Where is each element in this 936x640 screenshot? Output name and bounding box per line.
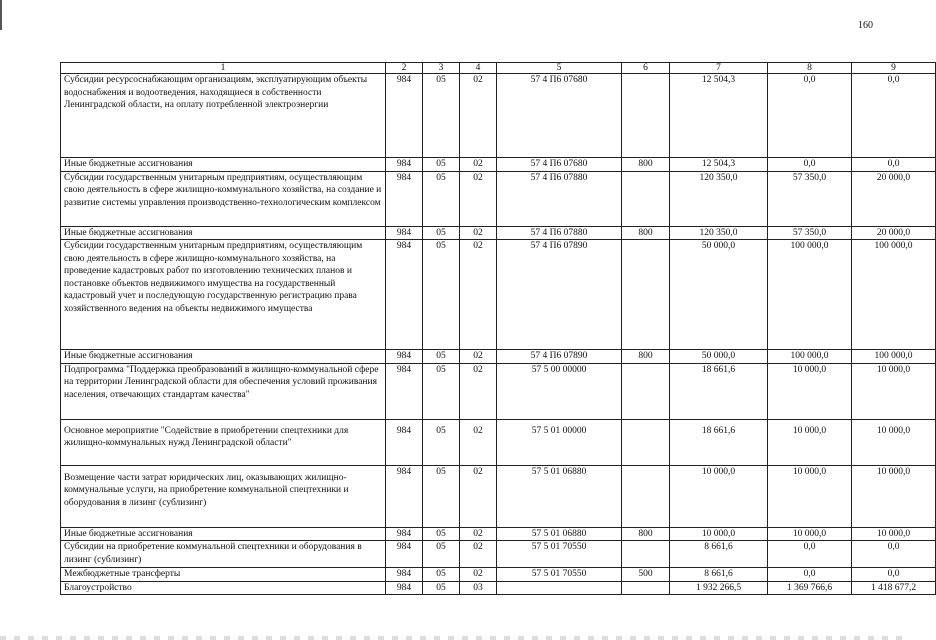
cell-amount-year2: 1 369 766,6	[768, 581, 852, 595]
row-name: Иные бюджетные ассигнования	[61, 158, 386, 172]
cell-amount-year3: 10 000,0	[852, 527, 936, 541]
header-cell: 5	[497, 63, 622, 74]
row-name: Субсидии государственным унитарным предприятиям, осуществляющим свою деятельность в сфере жилищно-коммунального хозяйства, на проведение кадастровых работ по изготовлению технических планов и постановке объектов недвижимого имущества на государственный кадастровый учет и последующую государственную регистрацию права хозяйственного ведения на объекты недвижимого имущества	[61, 240, 386, 350]
cell-ministry: 984	[386, 419, 423, 465]
cell-amount-year3: 1 418 677,2	[852, 581, 936, 595]
cell-amount-year1: 1 932 266,5	[670, 581, 768, 595]
cell-amount-year1: 10 000,0	[670, 465, 768, 527]
table-row	[61, 158, 936, 172]
cell-amount-year2: 100 000,0	[768, 240, 852, 350]
cell-target-code: 57 4 П6 07680	[497, 74, 622, 158]
cell-amount-year3: 0,0	[852, 568, 936, 582]
cell-amount-year2: 0,0	[768, 74, 852, 158]
cell-subsection: 02	[460, 465, 497, 527]
cell-expense-type: 800	[622, 226, 670, 240]
cell-expense-type: 800	[622, 158, 670, 172]
row-name: Иные бюджетные ассигнования	[61, 527, 386, 541]
table-row	[61, 568, 936, 582]
cell-amount-year3: 20 000,0	[852, 171, 936, 226]
cell-target-code: 57 5 00 00000	[497, 363, 622, 419]
cell-ministry: 984	[386, 541, 423, 568]
page-number: 160	[858, 20, 873, 31]
cell-amount-year2: 0,0	[768, 158, 852, 172]
cell-subsection: 02	[460, 158, 497, 172]
cell-section: 05	[423, 171, 460, 226]
table-row	[61, 581, 936, 595]
cell-amount-year1: 50 000,0	[670, 350, 768, 364]
cell-amount-year1: 10 000,0	[670, 527, 768, 541]
cell-subsection: 03	[460, 581, 497, 595]
cell-amount-year1: 12 504,3	[670, 158, 768, 172]
cell-amount-year2: 10 000,0	[768, 363, 852, 419]
scan-edge-mark	[0, 0, 2, 30]
cell-section: 05	[423, 541, 460, 568]
cell-subsection: 02	[460, 568, 497, 582]
cell-amount-year3: 20 000,0	[852, 226, 936, 240]
cell-amount-year3: 10 000,0	[852, 363, 936, 419]
cell-amount-year1: 120 350,0	[670, 171, 768, 226]
cell-expense-type	[622, 240, 670, 350]
table-row	[61, 419, 936, 465]
cell-amount-year3: 0,0	[852, 158, 936, 172]
header-cell: 9	[852, 63, 936, 74]
cell-subsection: 02	[460, 363, 497, 419]
header-cell: 4	[460, 63, 497, 74]
cell-ministry: 984	[386, 465, 423, 527]
cell-target-code: 57 4 П6 07880	[497, 226, 622, 240]
budget-table	[60, 62, 936, 595]
table-row	[61, 171, 936, 226]
cell-amount-year2: 100 000,0	[768, 350, 852, 364]
cell-subsection: 02	[460, 226, 497, 240]
cell-ministry: 984	[386, 74, 423, 158]
cell-amount-year2: 0,0	[768, 541, 852, 568]
table-row	[61, 350, 936, 364]
cell-ministry: 984	[386, 581, 423, 595]
cell-subsection: 02	[460, 350, 497, 364]
cell-amount-year1: 12 504,3	[670, 74, 768, 158]
cell-section: 05	[423, 240, 460, 350]
table-row	[61, 226, 936, 240]
cell-expense-type	[622, 419, 670, 465]
table-row	[61, 527, 936, 541]
table-row	[61, 541, 936, 568]
cell-section: 05	[423, 419, 460, 465]
row-name: Основное мероприятие "Содействие в приобретении спецтехники для жилищно-коммунальных нужд Ленинградской области"	[61, 419, 386, 465]
cell-expense-type: 500	[622, 568, 670, 582]
table-row	[61, 74, 936, 158]
cell-amount-year3: 10 000,0	[852, 419, 936, 465]
cell-amount-year2: 57 350,0	[768, 226, 852, 240]
cell-subsection: 02	[460, 419, 497, 465]
cell-target-code: 57 5 01 06880	[497, 465, 622, 527]
table-row	[61, 240, 936, 350]
cell-target-code: 57 4 П6 07890	[497, 350, 622, 364]
cell-amount-year3: 100 000,0	[852, 240, 936, 350]
cell-section: 05	[423, 568, 460, 582]
cell-target-code: 57 5 01 70550	[497, 541, 622, 568]
cell-expense-type: 800	[622, 527, 670, 541]
cell-expense-type	[622, 465, 670, 527]
cell-amount-year3: 0,0	[852, 74, 936, 158]
cell-amount-year2: 10 000,0	[768, 527, 852, 541]
cell-target-code: 57 5 01 70550	[497, 568, 622, 582]
cell-target-code: 57 4 П6 07890	[497, 240, 622, 350]
cell-target-code: 57 4 П6 07880	[497, 171, 622, 226]
cell-subsection: 02	[460, 171, 497, 226]
cell-expense-type	[622, 581, 670, 595]
cell-target-code: 57 5 01 06880	[497, 527, 622, 541]
header-cell: 2	[386, 63, 423, 74]
cell-amount-year1: 8 661,6	[670, 568, 768, 582]
row-name: Субсидии государственным унитарным предприятиям, осуществляющим свою деятельность в сфере жилищно-коммунального хозяйства, на создание и развитие системы управления производственно-технологическим комплексом	[61, 171, 386, 226]
cell-amount-year2: 10 000,0	[768, 465, 852, 527]
cell-section: 05	[423, 226, 460, 240]
header-cell: 3	[423, 63, 460, 74]
cell-ministry: 984	[386, 350, 423, 364]
cell-amount-year3: 100 000,0	[852, 350, 936, 364]
cell-amount-year3: 0,0	[852, 541, 936, 568]
cell-amount-year1: 18 661,6	[670, 419, 768, 465]
cell-expense-type	[622, 74, 670, 158]
cell-expense-type	[622, 171, 670, 226]
cell-amount-year2: 0,0	[768, 568, 852, 582]
cell-section: 05	[423, 158, 460, 172]
cell-ministry: 984	[386, 568, 423, 582]
cell-section: 05	[423, 581, 460, 595]
cell-expense-type: 800	[622, 350, 670, 364]
cell-amount-year1: 8 661,6	[670, 541, 768, 568]
cell-section: 05	[423, 350, 460, 364]
cell-amount-year1: 50 000,0	[670, 240, 768, 350]
cell-ministry: 984	[386, 171, 423, 226]
cell-amount-year3: 10 000,0	[852, 465, 936, 527]
header-cell: 7	[670, 63, 768, 74]
cell-target-code	[497, 581, 622, 595]
cell-subsection: 02	[460, 240, 497, 350]
row-name: Иные бюджетные ассигнования	[61, 226, 386, 240]
cell-amount-year2: 10 000,0	[768, 419, 852, 465]
cell-subsection: 02	[460, 541, 497, 568]
header-cell: 8	[768, 63, 852, 74]
cell-section: 05	[423, 465, 460, 527]
cell-ministry: 984	[386, 527, 423, 541]
cell-amount-year2: 57 350,0	[768, 171, 852, 226]
table-row	[61, 363, 936, 419]
row-name: Межбюджетные трансферты	[61, 568, 386, 582]
cell-ministry: 984	[386, 363, 423, 419]
cell-target-code: 57 5 01 00000	[497, 419, 622, 465]
scan-noise-strip	[0, 636, 905, 640]
cell-subsection: 02	[460, 74, 497, 158]
cell-section: 05	[423, 527, 460, 541]
row-name: Иные бюджетные ассигнования	[61, 350, 386, 364]
cell-expense-type	[622, 541, 670, 568]
cell-section: 05	[423, 74, 460, 158]
row-name: Субсидии на приобретение коммунальной спецтехники и оборудования в лизинг (сублизинг)	[61, 541, 386, 568]
header-row	[61, 63, 936, 74]
row-name: Благоустройство	[61, 581, 386, 595]
row-name: Субсидии ресурсоснабжающим организациям, эксплуатирующим объекты водоснабжения и водоотведения, находящиеся в собственности Ленинградской области, на оплату потребленной электроэнергии	[61, 74, 386, 158]
table-row	[61, 465, 936, 527]
cell-target-code: 57 4 П6 07680	[497, 158, 622, 172]
cell-amount-year1: 120 350,0	[670, 226, 768, 240]
cell-ministry: 984	[386, 226, 423, 240]
cell-section: 05	[423, 363, 460, 419]
cell-ministry: 984	[386, 158, 423, 172]
row-name: Возмещение части затрат юридических лиц, оказывающих жилищно-коммунальные услуги, на приобретение коммунальной спецтехники и оборудования в лизинг (сублизинг)	[61, 465, 386, 527]
header-cell: 1	[61, 63, 386, 74]
cell-subsection: 02	[460, 527, 497, 541]
cell-amount-year1: 18 661,6	[670, 363, 768, 419]
header-cell: 6	[622, 63, 670, 74]
cell-ministry: 984	[386, 240, 423, 350]
cell-expense-type	[622, 363, 670, 419]
row-name: Подпрограмма "Поддержка преобразований в жилищно-коммунальной сфере на территории Ленинградской области для обеспечения условий проживания населения, отвечающих стандартам качества"	[61, 363, 386, 419]
